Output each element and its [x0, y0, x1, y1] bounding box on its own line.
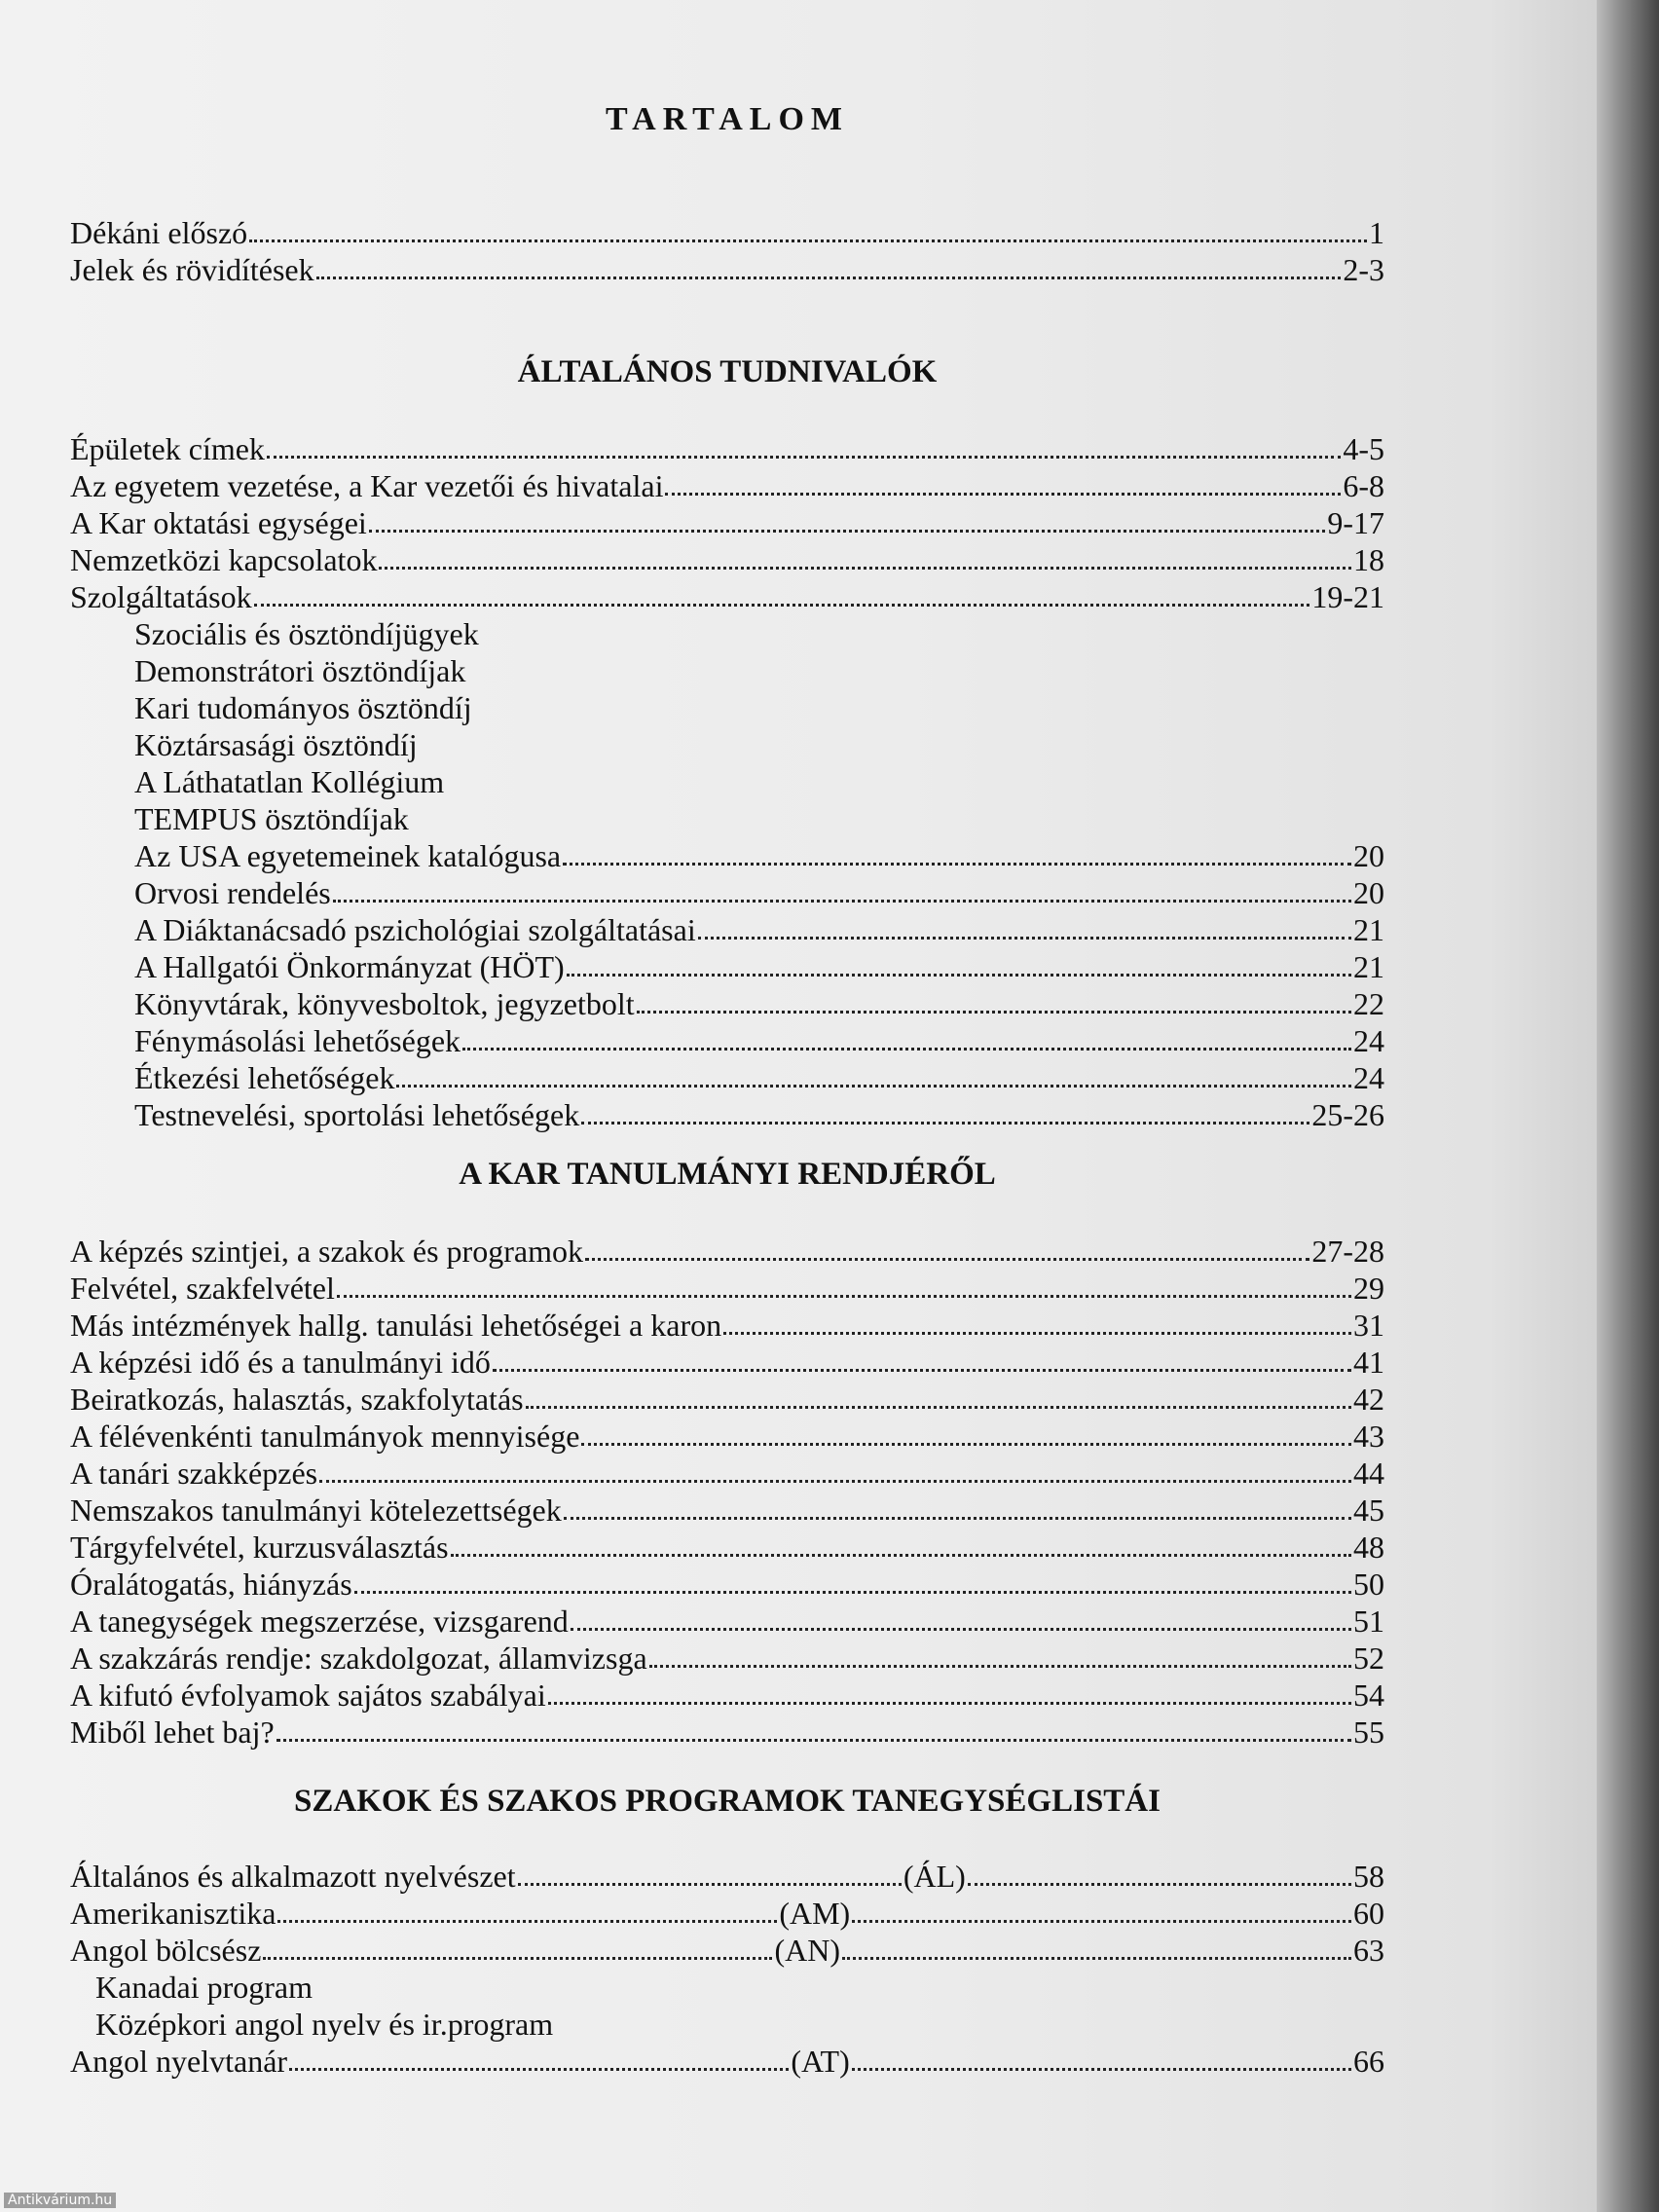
toc-entry-title: Tárgyfelvétel, kurzusválasztás: [70, 1530, 449, 1565]
toc-entry: [70, 1714, 1384, 1751]
leader-dots: [263, 1957, 772, 1960]
leader-dots: [968, 1883, 1351, 1886]
leader-dots: [518, 1883, 902, 1886]
toc-entry-title: A kifutó évfolyamok sajátos szabályai: [70, 1677, 546, 1713]
toc-entry-page: 66: [1353, 2044, 1384, 2079]
leader-dots: [526, 1406, 1351, 1409]
toc-entry-title: A Hallgatói Önkormányzat (HÖT): [134, 949, 565, 984]
toc-entry-title: A félévenkénti tanulmányok mennyisége: [70, 1419, 580, 1454]
toc-entry-page: 52: [1353, 1641, 1384, 1676]
program-code: (AN): [774, 1933, 840, 1968]
toc-entry-title: A Láthatatlan Kollégium: [134, 764, 445, 799]
toc-entry-page: 24: [1353, 1060, 1384, 1095]
section-heading-general: ÁLTALÁNOS TUDNIVALÓK: [517, 354, 938, 389]
leader-dots: [581, 1443, 1351, 1446]
toc-entry-title: Óralátogatás, hiányzás: [70, 1567, 352, 1602]
watermark: Antikvárium.hu: [4, 2193, 116, 2208]
toc-entry-page: 48: [1353, 1530, 1384, 1565]
leader-dots: [254, 604, 1310, 607]
toc-entry: [70, 1344, 1384, 1381]
toc-entry-title: Az egyetem vezetése, a Kar vezetői és hivatalai: [70, 468, 664, 503]
leader-dots: [379, 567, 1351, 570]
toc-entry: [70, 1566, 1384, 1603]
toc-entry-page: 25-26: [1311, 1097, 1384, 1132]
leader-dots: [451, 1554, 1351, 1557]
toc-entry-title: Demonstrátori ösztöndíjak: [134, 653, 466, 688]
toc-entry: [70, 2006, 1384, 2043]
leader-dots: [571, 1628, 1351, 1631]
toc-entry-title: Testnevelési, sportolási lehetőségek: [134, 1097, 580, 1132]
toc-entry: [70, 1096, 1384, 1133]
toc-entry: [70, 504, 1384, 541]
toc-entry-title: A tanegységek megszerzése, vizsgarend: [70, 1604, 569, 1639]
toc-entry: [70, 1233, 1384, 1270]
toc-entry: [70, 1022, 1384, 1059]
toc-entry: [70, 800, 1384, 837]
toc-entry-page: 21: [1353, 949, 1384, 984]
program-code: (AT): [791, 2044, 850, 2079]
toc-entry-title: Az USA egyetemeinek katalógusa: [134, 838, 562, 873]
leader-dots: [319, 1480, 1351, 1483]
toc-entry-page: 55: [1353, 1714, 1384, 1750]
leader-dots: [665, 493, 1341, 496]
toc-entry-title: Könyvtárak, könyvesboltok, jegyzetbolt: [134, 986, 635, 1021]
toc-entry-page: 19-21: [1311, 579, 1384, 614]
leader-dots: [649, 1665, 1351, 1668]
toc-entry-page: 31: [1353, 1308, 1384, 1343]
toc-entry-page: 63: [1353, 1933, 1384, 1968]
toc-entry: [70, 1270, 1384, 1307]
leader-dots: [337, 1295, 1351, 1298]
toc-entry-title: Szolgáltatások: [70, 579, 252, 614]
toc-entry-title: A tanári szakképzés: [70, 1456, 318, 1491]
toc-entry-page: 4-5: [1343, 431, 1384, 466]
leader-dots: [567, 974, 1351, 977]
toc-entry: [70, 541, 1384, 578]
toc-entry-title: Nemszakos tanulmányi kötelezettségek: [70, 1493, 562, 1528]
toc-entry-title: Kari tudományos ösztöndíj: [134, 690, 472, 725]
toc-entry-title: Miből lehet baj?: [70, 1714, 275, 1750]
toc-entry-title: Kanadai program: [95, 1970, 313, 2005]
toc-entry-page: 22: [1353, 986, 1384, 1021]
toc-entry: [70, 1640, 1384, 1677]
toc-entry: [70, 1932, 1384, 1969]
toc-entry-page: 58: [1353, 1859, 1385, 1894]
toc-entry-page: 43: [1353, 1419, 1384, 1454]
toc-entry-page: 44: [1353, 1456, 1384, 1491]
leader-dots: [852, 1920, 1351, 1923]
toc-entry-page: 29: [1353, 1271, 1384, 1306]
leader-dots: [581, 1122, 1309, 1124]
section-list-study-rules: [70, 1233, 1384, 1751]
toc-entry-title: Más intézmények hallg. tanulási lehetőségei a karon: [70, 1308, 722, 1343]
toc-entry: [70, 430, 1384, 467]
toc-entry: [70, 1529, 1384, 1566]
toc-entry-title: TEMPUS ösztöndíjak: [134, 801, 409, 836]
leader-dots: [698, 937, 1351, 940]
toc-entry: [70, 1418, 1384, 1455]
toc-entry: [70, 615, 1384, 652]
toc-entry-page: 27-28: [1311, 1234, 1384, 1269]
toc-entry-title: Köztársasági ösztöndíj: [134, 727, 418, 762]
leader-dots: [563, 863, 1351, 866]
toc-entry: [70, 1677, 1384, 1714]
leader-dots: [396, 1085, 1351, 1088]
toc-entry: [70, 1492, 1384, 1529]
toc-entry-title: Felvétel, szakfelvétel: [70, 1271, 335, 1306]
section-heading-programs: SZAKOK ÉS SZAKOS PROGRAMOK TANEGYSÉGLISTÁI: [294, 1784, 1161, 1819]
toc-entry: [70, 948, 1384, 985]
toc-entry-title: Angol bölcsész: [70, 1933, 262, 1968]
leader-dots: [289, 2068, 789, 2071]
leader-dots: [462, 1048, 1351, 1051]
toc-entry-page: 54: [1353, 1677, 1384, 1713]
leader-dots: [276, 1739, 1351, 1742]
toc-entry: [70, 1858, 1384, 1895]
toc-entry-page: 45: [1353, 1493, 1384, 1528]
toc-entry-page: 50: [1353, 1567, 1384, 1602]
toc-entry-page: 2-3: [1343, 252, 1384, 287]
leader-dots: [277, 1920, 777, 1923]
toc-entry-title: A képzési idő és a tanulmányi idő: [70, 1345, 491, 1380]
toc-entry-title: A Kar oktatási egységei: [70, 505, 367, 540]
toc-entry: [70, 1455, 1384, 1492]
toc-entry-page: 1: [1369, 215, 1384, 250]
leader-dots: [585, 1258, 1309, 1261]
toc-entry-page: 24: [1353, 1023, 1384, 1058]
toc-entry: [70, 467, 1384, 504]
toc-entry-title: Dékáni előszó: [70, 215, 248, 250]
leader-dots: [637, 1011, 1351, 1014]
toc-entry: [70, 837, 1384, 874]
toc-entry: [70, 1059, 1384, 1096]
intro-list: [70, 214, 1384, 288]
toc-entry: [70, 1969, 1384, 2006]
toc-entry-title: Épületek címek: [70, 431, 265, 466]
toc-entry: [70, 763, 1384, 800]
leader-dots: [354, 1591, 1351, 1594]
toc-entry-title: Angol nyelvtanár: [70, 2044, 288, 2079]
toc-entry-page: 21: [1353, 912, 1384, 947]
toc-entry-title: Nemzetközi kapcsolatok: [70, 542, 378, 577]
leader-dots: [316, 276, 1342, 279]
toc-entry: [70, 689, 1384, 726]
toc-entry-page: 6-8: [1343, 468, 1384, 503]
leader-dots: [249, 240, 1367, 242]
toc-entry: [70, 251, 1384, 288]
leader-dots: [723, 1332, 1351, 1335]
toc-entry-title: Beiratkozás, halasztás, szakfolytatás: [70, 1382, 524, 1417]
toc-entry: [70, 1381, 1384, 1418]
toc-entry-title: A szakzárás rendje: szakdolgozat, államvizsga: [70, 1641, 647, 1676]
leader-dots: [852, 2068, 1351, 2071]
toc-entry-title: Általános és alkalmazott nyelvészet: [70, 1859, 516, 1894]
toc-entry-page: 9-17: [1327, 505, 1384, 540]
leader-dots: [548, 1702, 1351, 1705]
toc-entry-page: 18: [1353, 542, 1384, 577]
toc-entry: [70, 1895, 1384, 1932]
toc-entry-title: A képzés szintjei, a szakok és programok: [70, 1234, 583, 1269]
section-list-general: [70, 430, 1384, 1133]
toc-entry-page: 20: [1353, 875, 1384, 910]
leader-dots: [564, 1517, 1351, 1520]
toc-entry-title: Jelek és rövidítések: [70, 252, 314, 287]
toc-entry: [70, 985, 1384, 1022]
page-title: TARTALOM: [606, 101, 849, 137]
toc-entry: [70, 1307, 1384, 1344]
leader-dots: [333, 900, 1351, 903]
toc-entry-title: Amerikanisztika: [70, 1896, 276, 1931]
toc-entry: [70, 1603, 1384, 1640]
toc-entry-title: Étkezési lehetőségek: [134, 1060, 395, 1095]
program-code: (ÁL): [903, 1859, 966, 1894]
toc-entry-page: 51: [1353, 1604, 1384, 1639]
program-code: (AM): [779, 1896, 851, 1931]
toc-entry-page: 20: [1353, 838, 1384, 873]
toc-entry: [70, 874, 1384, 911]
toc-entry-page: 60: [1353, 1896, 1385, 1931]
toc-entry-title: Szociális és ösztöndíjügyek: [134, 616, 479, 651]
toc-entry: [70, 652, 1384, 689]
toc-entry-title: Fénymásolási lehetőségek: [134, 1023, 461, 1058]
leader-dots: [369, 530, 1326, 533]
toc-entry-title: Középkori angol nyelv és ir.program: [95, 2007, 554, 2042]
page-edge: [1597, 0, 1659, 2212]
toc-entry-title: Orvosi rendelés: [134, 875, 331, 910]
section-heading-study-rules: A KAR TANULMÁNYI RENDJÉRŐL: [459, 1157, 996, 1192]
toc-entry-title: A Diáktanácsadó pszichológiai szolgáltatásai: [134, 912, 696, 947]
toc-entry: [70, 214, 1384, 251]
toc-entry: [70, 911, 1384, 948]
toc-entry-page: 41: [1353, 1345, 1384, 1380]
toc-entry: [70, 726, 1384, 763]
leader-dots: [267, 456, 1341, 459]
leader-dots: [493, 1369, 1351, 1372]
section-list-programs: [70, 1858, 1384, 2080]
leader-dots: [842, 1957, 1351, 1960]
toc-entry-page: 42: [1353, 1382, 1384, 1417]
toc-entry: [70, 2043, 1384, 2080]
toc-entry: [70, 578, 1384, 615]
